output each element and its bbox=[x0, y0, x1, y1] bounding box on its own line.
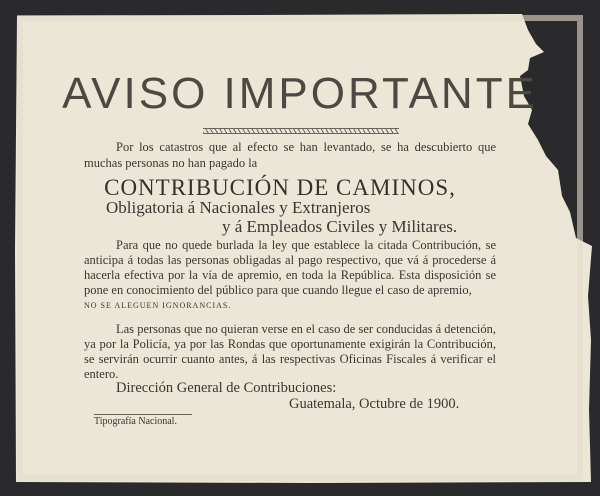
paragraph-2 bbox=[84, 322, 496, 382]
headline: CONTRIBUCIÓN DE CAMINOS, bbox=[104, 175, 456, 200]
paragraph-2-text: Las personas que no quieran verse en el caso de ser conducidas á detención, ya por la Policía, ya por las Rondas que oportunamente exigirán la Contribución, se servirán ocurrir cuanto antes, á las respectivas Oficinas Fiscales á verificar el entero. bbox=[84, 322, 496, 381]
notice-title: AVISO IMPORTANTE bbox=[62, 69, 538, 118]
decorative-rule bbox=[203, 128, 399, 134]
paragraph-1-note: NO SE ALEGUEN IGNORANCIAS. bbox=[84, 301, 232, 310]
signature-office: Dirección General de Contribuciones: bbox=[116, 380, 337, 396]
intro-text: Por los catastros que al efecto se han levantado, se ha descubierto que muchas personas no han pagado la bbox=[84, 140, 496, 170]
paragraph-1-text: Para que no quede burlada la ley que establece la citada Contribución, se anticipa á todas las personas obligadas al pago respectivo, que vá á procederse á hacerla efectiva por la vía de apremio, en toda la República. Esta disposición se pone en conocimiento del público para que cuando llegue el caso de apremio, bbox=[84, 238, 496, 297]
imprint: Tipografía Nacional. bbox=[94, 414, 192, 427]
signature-place-date: Guatemala, Octubre de 1900. bbox=[289, 396, 460, 412]
paragraph-1 bbox=[84, 238, 496, 313]
intro-paragraph bbox=[84, 140, 496, 171]
subtitle-line-2: y á Empleados Civiles y Militares. bbox=[222, 217, 458, 236]
subtitle-line-1: Obligatoria á Nacionales y Extranjeros bbox=[106, 198, 371, 217]
